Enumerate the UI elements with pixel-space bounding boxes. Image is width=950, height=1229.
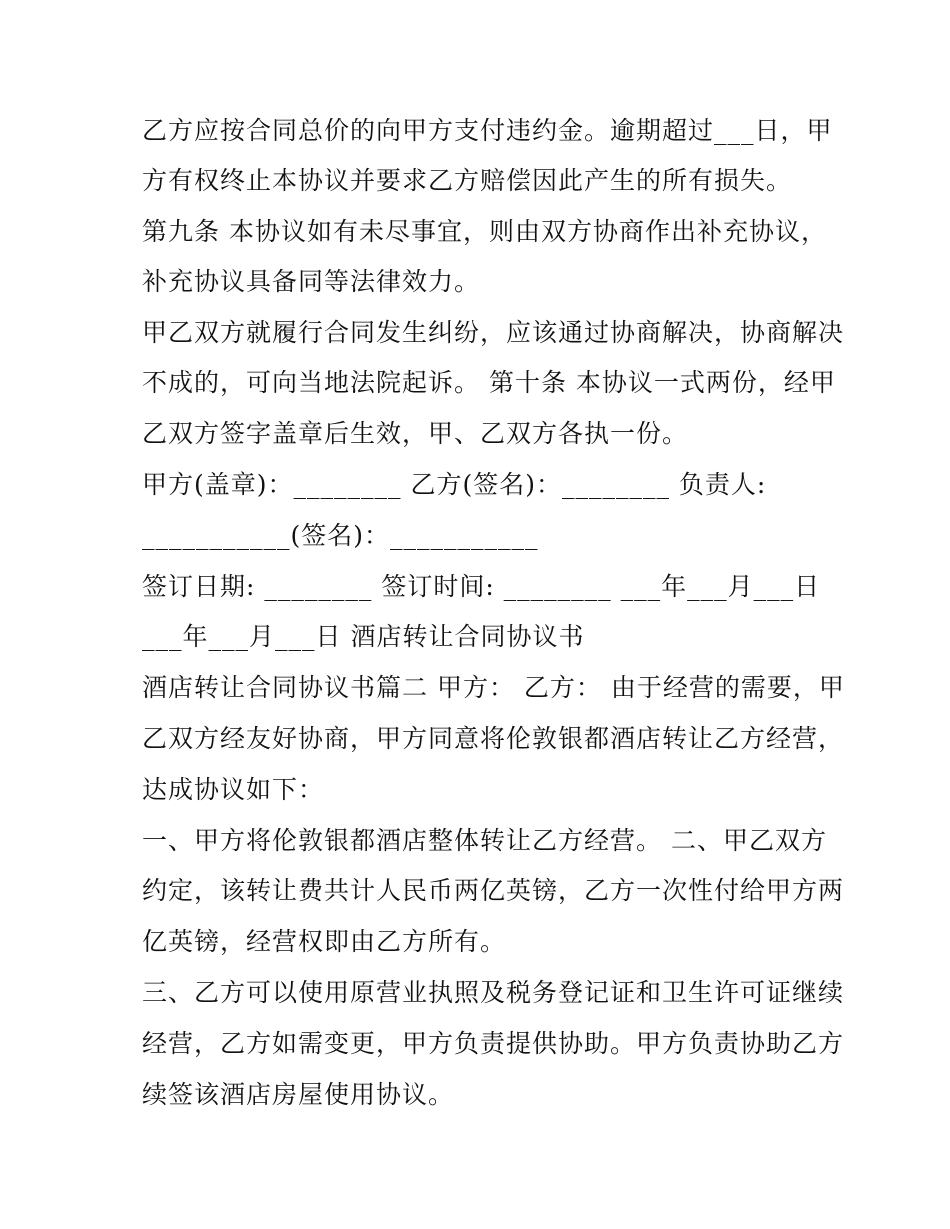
text-line: 亿英镑，经营权即由乙方所有。 (142, 927, 507, 956)
signature-line: 甲方(盖章)：________ 乙方(签名)：________ 负责人: (142, 470, 767, 499)
text-line: 经营，乙方如需变更，甲方负责提供协助。甲方负责协助乙方 (142, 1029, 845, 1058)
signature-line: ___________(签名)：___________ (142, 521, 539, 550)
date-line: ___年___月___日 酒店转让合同协议书 (142, 622, 585, 651)
text-line: 一、甲方将伦敦银都酒店整体转让乙方经营。 二、甲乙双方 (142, 826, 827, 855)
text-line: 乙双方签字盖章后生效，甲、乙双方各执一份。 (142, 419, 689, 448)
text-line: 乙方应按合同总价的向甲方支付违约金。逾期超过___日，甲 (142, 116, 833, 145)
text-line: 三、乙方可以使用原营业执照及税务登记证和卫生许可证继续 (142, 978, 845, 1007)
text-line: 续签该酒店房屋使用协议。 (142, 1080, 455, 1109)
text-line: 约定，该转让费共计人民币两亿英镑，乙方一次性付给甲方两 (142, 876, 845, 905)
text-line: 方有权终止本协议并要求乙方赔偿因此产生的所有损失。 (142, 166, 793, 195)
text-line: 补充协议具备同等法律效力。 (142, 267, 481, 296)
text-line: 第九条 本协议如有未尽事宜，则由双方协商作出补充协议， (142, 217, 827, 246)
text-line: 乙双方经友好协商，甲方同意将伦敦银都酒店转让乙方经营， (142, 724, 845, 753)
date-line: 签订日期: ________ 签订时间: ________ ___年___月___日 (142, 572, 821, 601)
text-line: 达成协议如下： (142, 775, 325, 804)
text-line: 不成的，可向当地法院起诉。 第十条 本协议一式两份，经甲 (142, 368, 836, 397)
text-line: 甲乙双方就履行合同发生纠纷，应该通过协商解决，协商解决 (142, 318, 845, 347)
text-line: 酒店转让合同协议书篇二 甲方： 乙方： 由于经营的需要，甲 (142, 673, 845, 702)
